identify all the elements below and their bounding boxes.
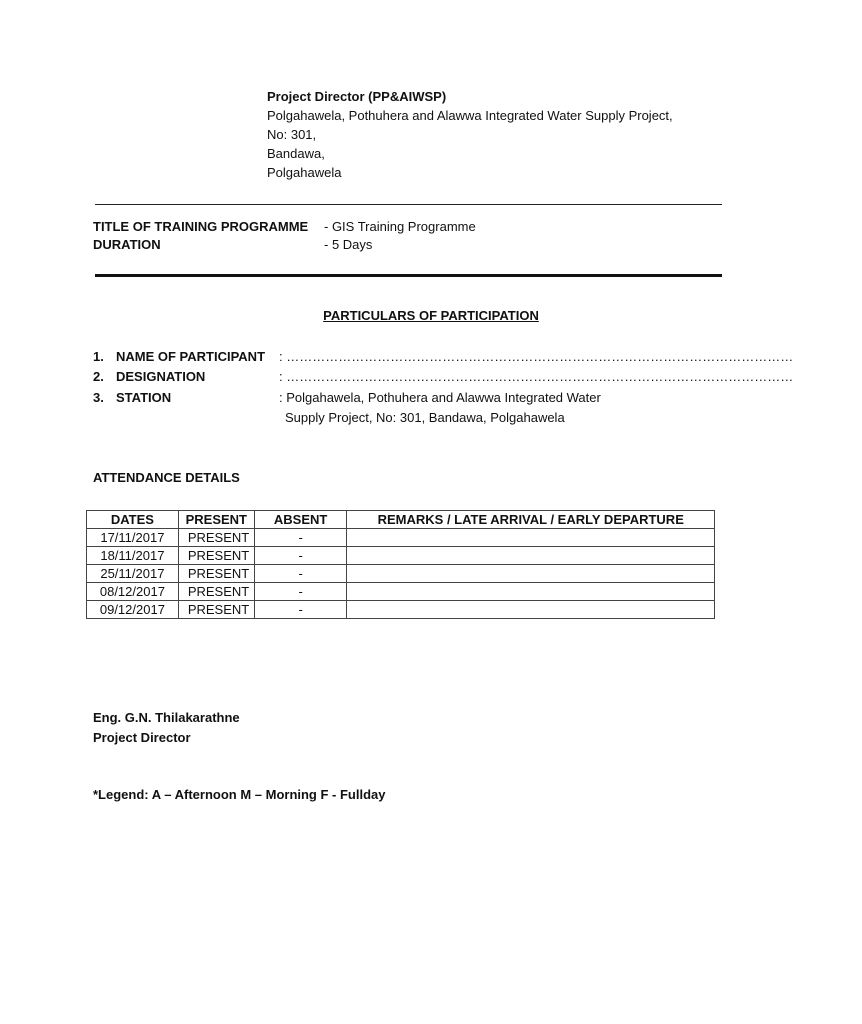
absent-cell: -: [254, 565, 347, 583]
duration-value: - 5 Days: [324, 237, 373, 252]
divider-thick: [95, 274, 722, 277]
signatory-name: Eng. G.N. Thilakarathne: [93, 710, 240, 725]
remarks-cell: [347, 547, 715, 565]
absent-cell: -: [254, 583, 347, 601]
column-absent: ABSENT: [254, 511, 347, 529]
present-cell: PRESENT: [178, 583, 254, 601]
absent-cell: -: [254, 547, 347, 565]
remarks-cell: [347, 583, 715, 601]
recipient-line-2: No: 301,: [267, 127, 317, 142]
table-row: [87, 529, 715, 547]
designation-field: : ………………………………………………………………………………………………………: [279, 369, 794, 384]
attendance-heading: ATTENDANCE DETAILS: [93, 470, 240, 485]
present-cell: PRESENT: [178, 601, 254, 619]
signatory-role: Project Director: [93, 730, 191, 745]
item-1-number: 1.: [93, 349, 104, 364]
attendance-header-row: [87, 511, 715, 529]
item-1-label: NAME OF PARTICIPANT: [116, 349, 266, 364]
programme-title-label: TITLE OF TRAINING PROGRAMME: [93, 219, 309, 234]
table-row: [87, 565, 715, 583]
date-cell: 18/11/2017: [87, 547, 179, 565]
remarks-cell: [347, 529, 715, 547]
column-remarks: REMARKS / LATE ARRIVAL / EARLY DEPARTURE: [347, 511, 715, 529]
table-row: [87, 547, 715, 565]
item-3-label: STATION: [116, 390, 172, 405]
item-2-number: 2.: [93, 369, 104, 384]
absent-cell: -: [254, 601, 347, 619]
recipient-line-1: Polgahawela, Pothuhera and Alawwa Integrated Water Supply Project,: [267, 108, 673, 123]
date-cell: 09/12/2017: [87, 601, 179, 619]
table-row: [87, 583, 715, 601]
particulars-heading: PARTICULARS OF PARTICIPATION: [323, 308, 539, 323]
date-cell: 17/11/2017: [87, 529, 179, 547]
recipient-line-3: Bandawa,: [267, 146, 325, 161]
column-dates: DATES: [87, 511, 179, 529]
date-cell: 25/11/2017: [87, 565, 179, 583]
legend-text: *Legend: A – Afternoon M – Morning F - Fullday: [93, 787, 386, 802]
programme-title-value: - GIS Training Programme: [324, 219, 476, 234]
station-value-continued: Supply Project, No: 301, Bandawa, Polgahawela: [285, 410, 565, 425]
remarks-cell: [347, 565, 715, 583]
present-cell: PRESENT: [178, 565, 254, 583]
table-row: [87, 601, 715, 619]
present-cell: PRESENT: [178, 529, 254, 547]
remarks-cell: [347, 601, 715, 619]
station-value: : Polgahawela, Pothuhera and Alawwa Integrated Water: [279, 390, 601, 405]
recipient-address: [267, 87, 673, 182]
recipient-title: Project Director (PP&AIWSP): [267, 89, 447, 104]
divider-top: [95, 204, 722, 205]
recipient-line-4: Polgahawela: [267, 165, 342, 180]
attendance-table: [86, 510, 715, 619]
name-of-participant-field: : ………………………………………………………………………………………………………: [279, 349, 794, 364]
column-present: PRESENT: [178, 511, 254, 529]
date-cell: 08/12/2017: [87, 583, 179, 601]
item-2-label: DESIGNATION: [116, 369, 206, 384]
duration-label: DURATION: [93, 237, 161, 252]
absent-cell: -: [254, 529, 347, 547]
present-cell: PRESENT: [178, 547, 254, 565]
item-3-number: 3.: [93, 390, 104, 405]
